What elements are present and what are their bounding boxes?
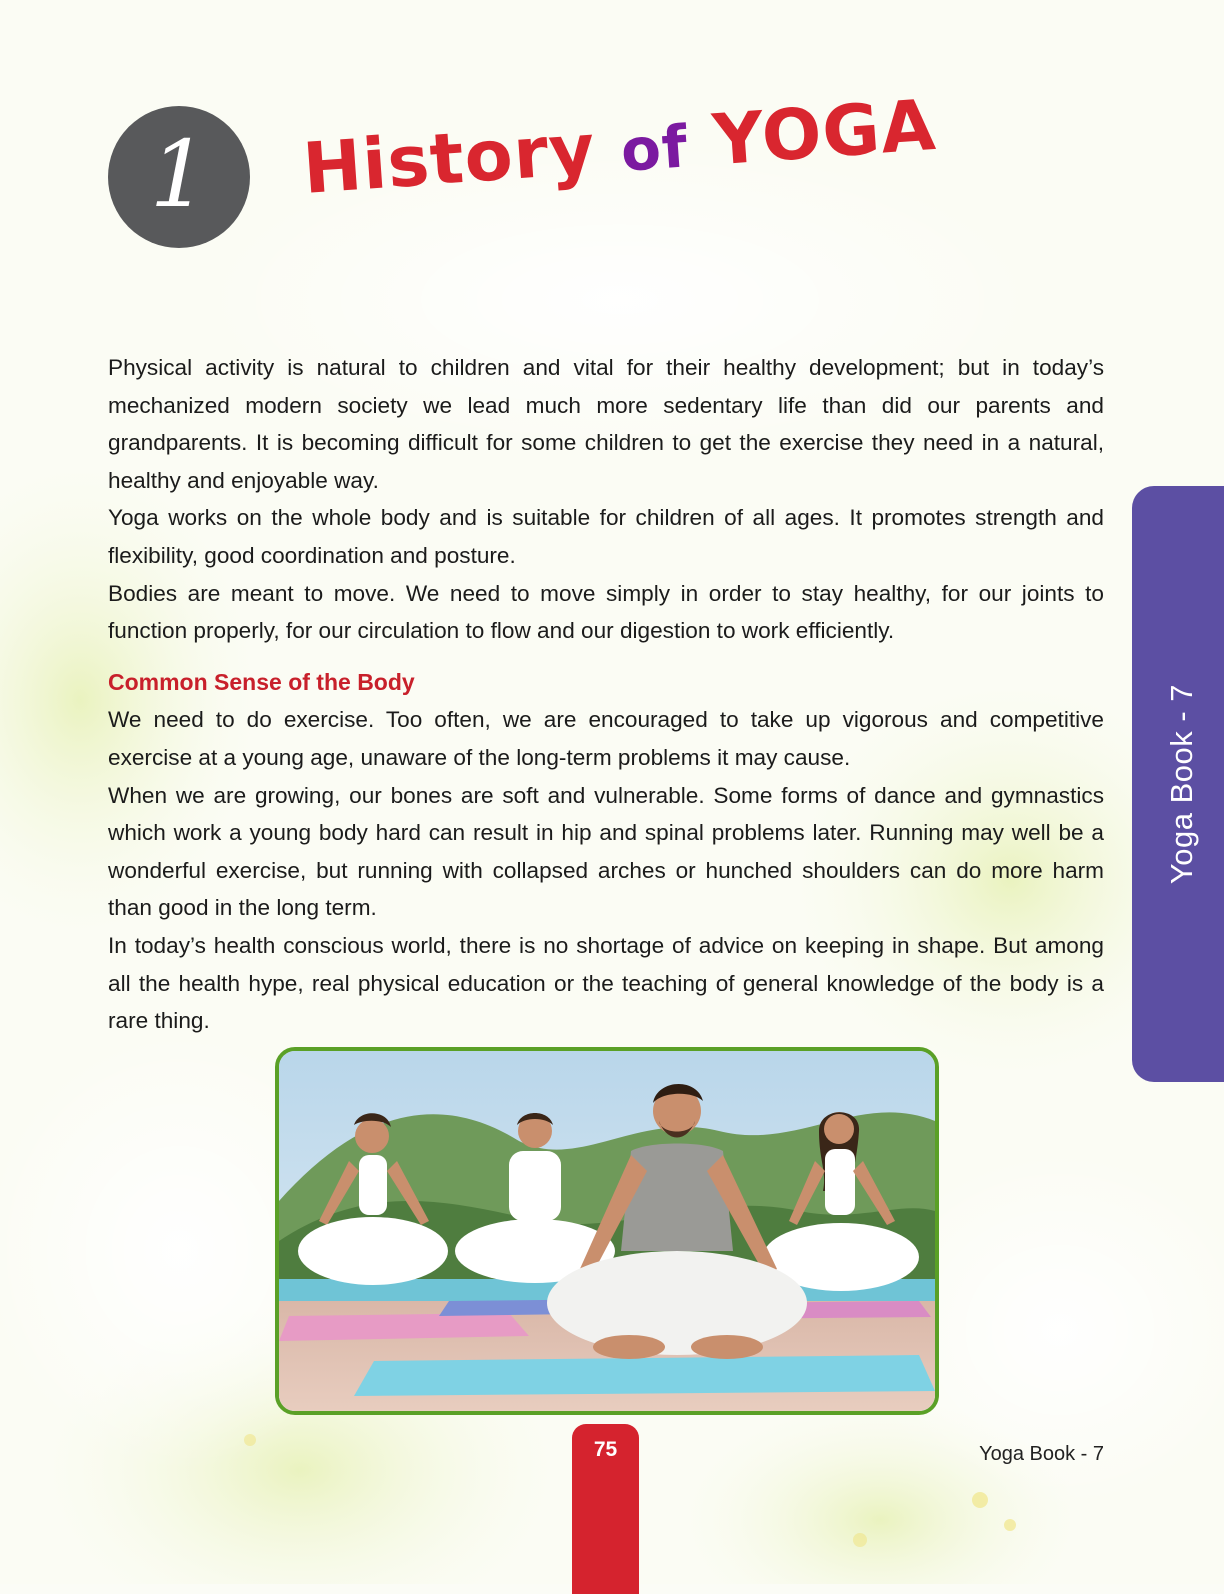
paragraph: We need to do exercise. Too often, we are encouraged to take up vigorous and competitive exercise at a young age, unaware of the long-term problems it may cause. bbox=[108, 707, 1104, 770]
side-tab-label: Yoga Book - 7 bbox=[1164, 683, 1199, 885]
chapter-number-badge bbox=[108, 106, 250, 248]
paragraph: Physical activity is natural to children and vital for their healthy development; but in today’s mechanized modern society we lead much more sedentary life than did our parents and grandparents. It is becoming difficult for some children to get the exercise they need in a natural, healthy and enjoyable way. bbox=[108, 355, 1104, 493]
chapter-number: 1 bbox=[149, 121, 209, 228]
paragraph: Yoga works on the whole body and is suitable for children of all ages. It promotes strength and flexibility, good coordination and posture. bbox=[108, 505, 1104, 568]
paragraph: When we are growing, our bones are soft and vulnerable. Some forms of dance and gymnastics which work a young body hard can result in hip and spinal problems later. Running may well be a wonderful exercise, but running with collapsed arches or hunched shoulders can do more harm than good in the long term. bbox=[108, 782, 1104, 921]
body-text bbox=[108, 349, 1104, 1040]
yoga-meditation-photo bbox=[275, 1047, 939, 1415]
paragraph: In today’s health conscious world, there is no shortage of advice on keeping in shape. But among all the health hype, real physical education or the teaching of general knowledge of the body is a rare thing. bbox=[108, 932, 1104, 1034]
page-number: 75 bbox=[593, 1438, 618, 1461]
title-word-yoga: YOGA bbox=[710, 83, 939, 182]
paragraph: Bodies are meant to move. We need to move simply in order to stay healthy, for our joints to function properly, for our circulation to flow and our digestion to work efficiently. bbox=[108, 580, 1104, 644]
meditation-illustration bbox=[279, 1051, 935, 1411]
title-word-of: of bbox=[618, 112, 691, 185]
footer-book-title: Yoga Book - 7 bbox=[979, 1443, 1104, 1465]
section-heading: Common Sense of the Body bbox=[108, 668, 415, 695]
title-word-history: History bbox=[300, 107, 599, 210]
page-number-tab bbox=[572, 1424, 639, 1594]
side-tab bbox=[1132, 486, 1224, 1082]
